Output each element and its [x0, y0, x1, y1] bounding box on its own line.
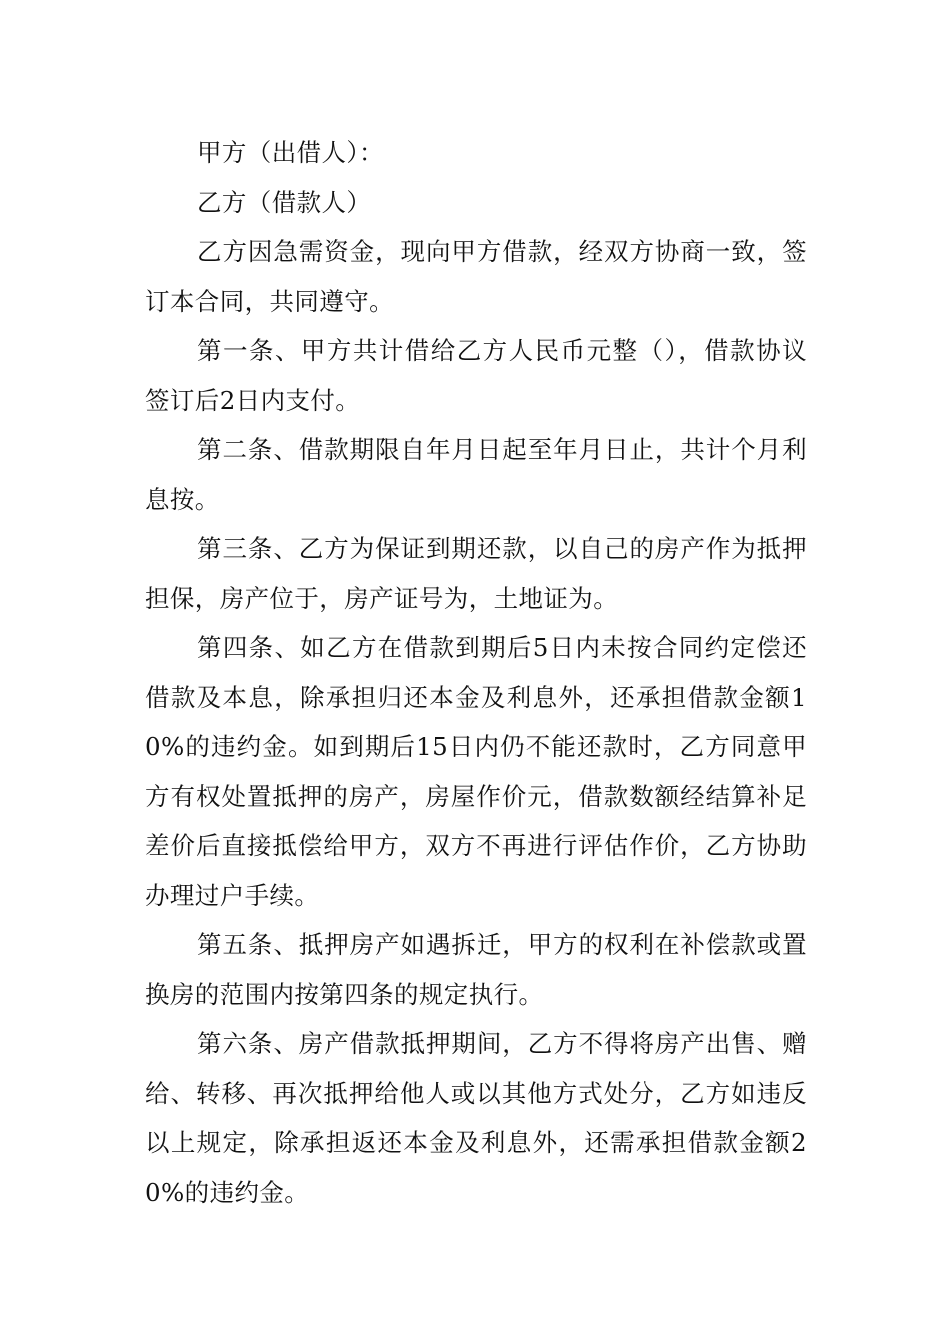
- article-5-paragraph: 第五条、抵押房产如遇拆迁，甲方的权利在补偿款或置换房的范围内按第四条的规定执行。: [145, 930, 807, 1009]
- preamble-paragraph: 乙方因急需资金，现向甲方借款，经双方协商一致，签订本合同，共同遵守。: [145, 237, 807, 316]
- party-a-line: 甲方（出借人）：: [197, 138, 384, 167]
- article-6-paragraph: 第六条、房产借款抵押期间，乙方不得将房产出售、赠给、转移、再次抵押给他人或以其他方式处分，乙方如违反以上规定，除承担返还本金及利息外，还需承担借款金额20%的违约金。: [145, 1029, 807, 1207]
- document-body: [145, 128, 807, 1217]
- article-4-paragraph: 第四条、如乙方在借款到期后5日内未按合同约定偿还借款及本息，除承担归还本金及利息外，还承担借款金额10%的违约金。如到期后15日内仍不能还款时，乙方同意甲方有权处置抵押的房产，房屋作价元，借款数额经结算补足差价后直接抵偿给甲方，双方不再进行评估作价，乙方协助办理过户手续。: [145, 633, 807, 910]
- party-b-line: 乙方（借款人）: [197, 187, 372, 217]
- article-3-paragraph: 第三条、乙方为保证到期还款，以自己的房产作为抵押担保，房产位于，房产证号为，土地证为。: [145, 534, 807, 613]
- article-2-paragraph: 第二条、借款期限自年月日起至年月日止，共计个月利息按。: [145, 435, 807, 514]
- article-1-paragraph: 第一条、甲方共计借给乙方人民币元整（），借款协议签订后2日内支付。: [145, 336, 807, 415]
